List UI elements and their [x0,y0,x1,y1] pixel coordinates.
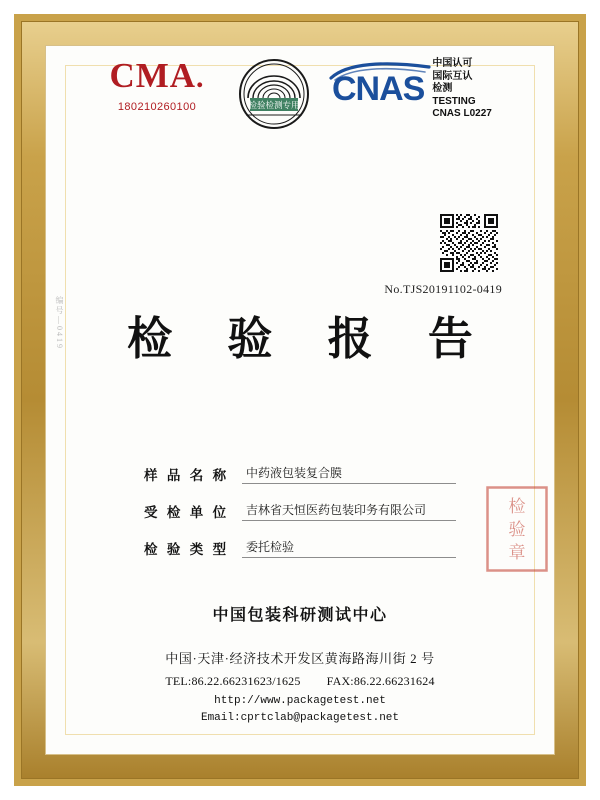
contact-block [46,648,554,726]
cnas-line-5: CNAS L0227 [432,108,492,119]
red-stamp-icon [486,486,548,572]
field-row [46,501,554,521]
cma-mark-icon [109,58,204,93]
cnas-line-2: 国际互认 [432,70,473,82]
field-label-sample-name: 样 品 名 称 [144,468,230,483]
page-title: 检 验 报 告 [127,314,495,364]
cnas-line-4: TESTING [432,95,476,107]
fax-number: FAX:86.22.66231624 [326,674,435,688]
field-value-client: 吉林省天恒医药包装印务有限公司 [242,502,456,521]
cma-dot: . [196,61,205,94]
cnas-swoosh-icon [329,61,433,81]
cma-logo [98,58,216,113]
inner-hairline-border [65,65,535,735]
inspection-seal-icon [238,58,310,130]
svg-text:检验检测专用: 检验检测专用 [248,100,300,110]
svg-text:验: 验 [508,520,526,539]
field-row [46,538,554,558]
phone-line [46,674,554,689]
organization-name: 中国包装科研测试中心 [212,607,388,624]
document-body [45,45,555,755]
tel-number: TEL:86.22.66231623/1625 [165,674,301,688]
cnas-text: CNAS [332,70,425,109]
cnas-logo [332,58,492,121]
qr-code-icon[interactable] [440,214,498,272]
cnas-line-3: 检测 [432,83,453,94]
field-value-inspection-type: 委托检验 [242,539,456,558]
margin-note: 编号—0419 [55,296,64,350]
email-link[interactable]: Email:cprtclab@packagetest.net [200,711,400,724]
field-label-inspection-type: 检 验 类 型 [144,542,230,557]
svg-text:章: 章 [508,543,526,562]
cnas-wordmark [332,70,425,109]
gold-border-frame [14,14,586,786]
field-row [46,464,554,484]
report-number: No.TJS20191102-0419 [384,282,502,296]
svg-text:检: 检 [508,497,526,516]
cma-wordmark: CMA [109,56,197,95]
website-link[interactable]: http://www.packagetest.net [214,695,386,707]
field-list [46,464,554,575]
field-label-client: 受 检 单 位 [144,505,230,520]
address-line: 中国·天津·经济技术开发区黄海路海川街 2 号 [165,651,435,666]
field-value-sample-name: 中药液包装复合膜 [242,465,456,484]
cma-number: 180210260100 [117,101,197,113]
logo-row [98,58,492,130]
cnas-line-1: 中国认可 [432,58,473,69]
cnas-caption [432,58,491,121]
